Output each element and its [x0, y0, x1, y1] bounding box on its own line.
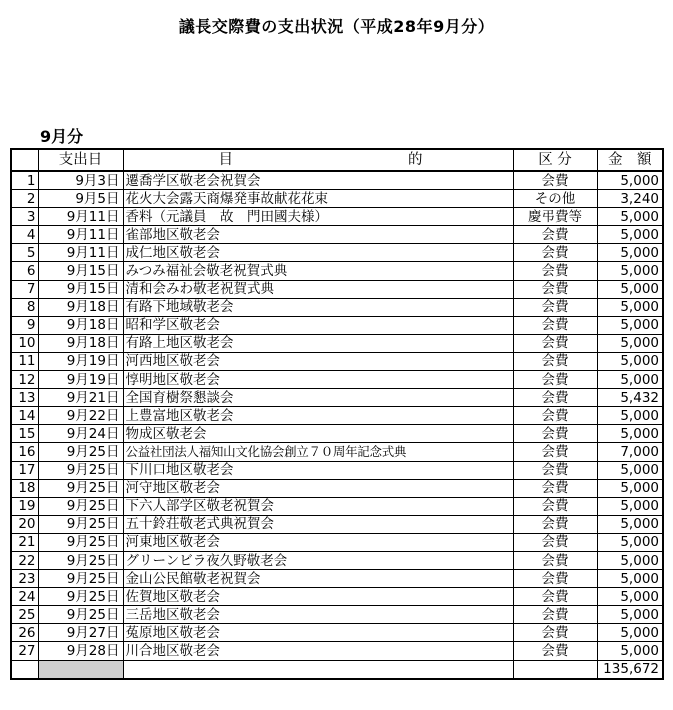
row-category: 会費: [513, 642, 597, 660]
row-amount: 5,000: [597, 606, 663, 624]
table-row: [11, 479, 663, 497]
row-number: 17: [11, 461, 38, 479]
table-row: [11, 298, 663, 316]
row-purpose: 物成区敬老会: [123, 425, 513, 443]
table-header-row: [11, 149, 663, 171]
row-number: 4: [11, 226, 38, 244]
row-category: 会費: [513, 570, 597, 588]
row-date: 9月25日: [38, 551, 123, 569]
row-purpose: 昭和学区敬老会: [123, 316, 513, 334]
table-row: [11, 280, 663, 298]
row-purpose: 花火大会露天商爆発事故献花花束: [123, 190, 513, 208]
row-date: 9月11日: [38, 226, 123, 244]
row-purpose: 清和会みわ敬老祝賀式典: [123, 280, 513, 298]
row-category: 会費: [513, 262, 597, 280]
row-amount: 3,240: [597, 190, 663, 208]
row-category: 会費: [513, 479, 597, 497]
row-category: 会費: [513, 226, 597, 244]
month-label: 9月分: [40, 127, 84, 146]
table-row: [11, 551, 663, 569]
row-category: 慶弔費等: [513, 208, 597, 226]
header-category: 区 分: [513, 149, 597, 171]
row-purpose: 金山公民館敬老祝賀会: [123, 570, 513, 588]
table-row: [11, 262, 663, 280]
table-row: [11, 244, 663, 262]
row-number: 7: [11, 280, 38, 298]
row-amount: 5,000: [597, 479, 663, 497]
row-purpose: 有路下地域敬老会: [123, 298, 513, 316]
table-row: [11, 334, 663, 352]
row-amount: 5,432: [597, 389, 663, 407]
table-row: [11, 588, 663, 606]
row-purpose: みつみ福祉会敬老祝賀式典: [123, 262, 513, 280]
row-category: 会費: [513, 171, 597, 190]
row-purpose: 遷喬学区敬老会祝賀会: [123, 171, 513, 190]
table-row: [11, 515, 663, 533]
row-amount: 5,000: [597, 642, 663, 660]
row-date: 9月25日: [38, 570, 123, 588]
row-date: 9月21日: [38, 389, 123, 407]
row-date: 9月15日: [38, 262, 123, 280]
row-date: 9月18日: [38, 334, 123, 352]
row-purpose: 雀部地区敬老会: [123, 226, 513, 244]
row-category: 会費: [513, 334, 597, 352]
row-category: 会費: [513, 551, 597, 569]
row-purpose: 菟原地区敬老会: [123, 624, 513, 642]
row-amount: 5,000: [597, 244, 663, 262]
row-date: 9月18日: [38, 298, 123, 316]
row-date: 9月11日: [38, 208, 123, 226]
row-amount: 5,000: [597, 551, 663, 569]
row-date: 9月24日: [38, 425, 123, 443]
row-number: 22: [11, 551, 38, 569]
expense-table: [10, 148, 664, 680]
row-amount: 5,000: [597, 515, 663, 533]
row-date: 9月19日: [38, 352, 123, 370]
table-row: [11, 642, 663, 660]
row-number: 20: [11, 515, 38, 533]
row-purpose: 有路上地区敬老会: [123, 334, 513, 352]
row-category: 会費: [513, 371, 597, 389]
row-amount: 5,000: [597, 280, 663, 298]
row-number: 9: [11, 316, 38, 334]
page-title: 議長交際費の支出状況（平成28年9月分）: [178, 17, 495, 36]
row-amount: 5,000: [597, 407, 663, 425]
row-category: 会費: [513, 606, 597, 624]
row-date: 9月19日: [38, 371, 123, 389]
header-date: 支出日: [38, 149, 123, 171]
row-purpose: 河守地区敬老会: [123, 479, 513, 497]
header-amount: 金 額: [597, 149, 663, 171]
row-amount: 7,000: [597, 443, 663, 461]
table-row: [11, 497, 663, 515]
table-row: [11, 389, 663, 407]
row-date: 9月11日: [38, 244, 123, 262]
table-row: [11, 171, 663, 190]
row-number: 8: [11, 298, 38, 316]
row-amount: 5,000: [597, 461, 663, 479]
row-purpose: 公益社団法人福知山文化協会創立７０周年記念式典: [123, 443, 513, 461]
total-empty-cell: [11, 660, 38, 679]
total-category-cell: [513, 660, 597, 679]
row-amount: 5,000: [597, 371, 663, 389]
header-purpose-right: 的: [408, 152, 423, 168]
table-row: [11, 190, 663, 208]
row-date: 9月27日: [38, 624, 123, 642]
row-category: 会費: [513, 515, 597, 533]
row-number: 15: [11, 425, 38, 443]
header-purpose-left: 目: [218, 152, 233, 168]
row-category: 会費: [513, 425, 597, 443]
row-category: 会費: [513, 588, 597, 606]
row-number: 16: [11, 443, 38, 461]
row-purpose: 河西地区敬老会: [123, 352, 513, 370]
row-purpose: 川合地区敬老会: [123, 642, 513, 660]
table-row: [11, 208, 663, 226]
row-number: 1: [11, 171, 38, 190]
row-purpose: グリーンビラ夜久野敬老会: [123, 551, 513, 569]
row-amount: 5,000: [597, 298, 663, 316]
total-gray-cell: [38, 660, 123, 679]
total-amount: 135,672: [597, 660, 663, 679]
row-category: 会費: [513, 352, 597, 370]
row-date: 9月25日: [38, 497, 123, 515]
row-amount: 5,000: [597, 352, 663, 370]
row-number: 5: [11, 244, 38, 262]
row-amount: 5,000: [597, 425, 663, 443]
header-purpose: [123, 149, 513, 171]
table-row: [11, 316, 663, 334]
row-category: 会費: [513, 244, 597, 262]
row-date: 9月25日: [38, 443, 123, 461]
row-purpose: 全国育樹祭懇談会: [123, 389, 513, 407]
row-purpose: 下六人部学区敬老祝賀会: [123, 497, 513, 515]
table-row: [11, 570, 663, 588]
row-date: 9月28日: [38, 642, 123, 660]
row-number: 18: [11, 479, 38, 497]
row-amount: 5,000: [597, 208, 663, 226]
row-number: 27: [11, 642, 38, 660]
row-number: 3: [11, 208, 38, 226]
row-date: 9月18日: [38, 316, 123, 334]
row-purpose: 下川口地区敬老会: [123, 461, 513, 479]
row-number: 21: [11, 533, 38, 551]
table-row: [11, 352, 663, 370]
row-number: 26: [11, 624, 38, 642]
row-date: 9月5日: [38, 190, 123, 208]
row-date: 9月25日: [38, 479, 123, 497]
row-amount: 5,000: [597, 533, 663, 551]
total-row: [11, 660, 663, 679]
row-amount: 5,000: [597, 497, 663, 515]
table-row: [11, 425, 663, 443]
table-row: [11, 533, 663, 551]
row-purpose: 佐賀地区敬老会: [123, 588, 513, 606]
table-row: [11, 371, 663, 389]
row-number: 10: [11, 334, 38, 352]
row-amount: 5,000: [597, 226, 663, 244]
row-category: その他: [513, 190, 597, 208]
row-category: 会費: [513, 316, 597, 334]
row-date: 9月22日: [38, 407, 123, 425]
row-amount: 5,000: [597, 588, 663, 606]
table-row: [11, 407, 663, 425]
row-category: 会費: [513, 443, 597, 461]
row-category: 会費: [513, 389, 597, 407]
row-amount: 5,000: [597, 570, 663, 588]
row-amount: 5,000: [597, 262, 663, 280]
row-category: 会費: [513, 280, 597, 298]
total-purpose-cell: [123, 660, 513, 679]
header-number: [11, 149, 38, 171]
row-purpose: 成仁地区敬老会: [123, 244, 513, 262]
row-date: 9月25日: [38, 588, 123, 606]
table-row: [11, 461, 663, 479]
row-amount: 5,000: [597, 624, 663, 642]
row-number: 11: [11, 352, 38, 370]
row-number: 13: [11, 389, 38, 407]
row-number: 25: [11, 606, 38, 624]
row-amount: 5,000: [597, 316, 663, 334]
row-amount: 5,000: [597, 334, 663, 352]
row-number: 2: [11, 190, 38, 208]
row-amount: 5,000: [597, 171, 663, 190]
row-date: 9月25日: [38, 515, 123, 533]
row-date: 9月3日: [38, 171, 123, 190]
row-purpose: 香料（元議員 故 門田國夫様）: [123, 208, 513, 226]
row-date: 9月25日: [38, 606, 123, 624]
row-date: 9月25日: [38, 461, 123, 479]
row-purpose: 五十鈴荘敬老式典祝賀会: [123, 515, 513, 533]
row-category: 会費: [513, 533, 597, 551]
table-row: [11, 606, 663, 624]
row-category: 会費: [513, 497, 597, 515]
row-purpose: 河東地区敬老会: [123, 533, 513, 551]
row-category: 会費: [513, 298, 597, 316]
row-purpose: 三岳地区敬老会: [123, 606, 513, 624]
row-purpose: 上豊富地区敬老会: [123, 407, 513, 425]
row-number: 23: [11, 570, 38, 588]
table-row: [11, 226, 663, 244]
row-date: 9月25日: [38, 533, 123, 551]
row-number: 19: [11, 497, 38, 515]
row-purpose: 惇明地区敬老会: [123, 371, 513, 389]
table-row: [11, 443, 663, 461]
row-date: 9月15日: [38, 280, 123, 298]
row-category: 会費: [513, 461, 597, 479]
row-number: 14: [11, 407, 38, 425]
row-number: 24: [11, 588, 38, 606]
table-row: [11, 624, 663, 642]
row-category: 会費: [513, 624, 597, 642]
row-category: 会費: [513, 407, 597, 425]
row-number: 12: [11, 371, 38, 389]
row-number: 6: [11, 262, 38, 280]
